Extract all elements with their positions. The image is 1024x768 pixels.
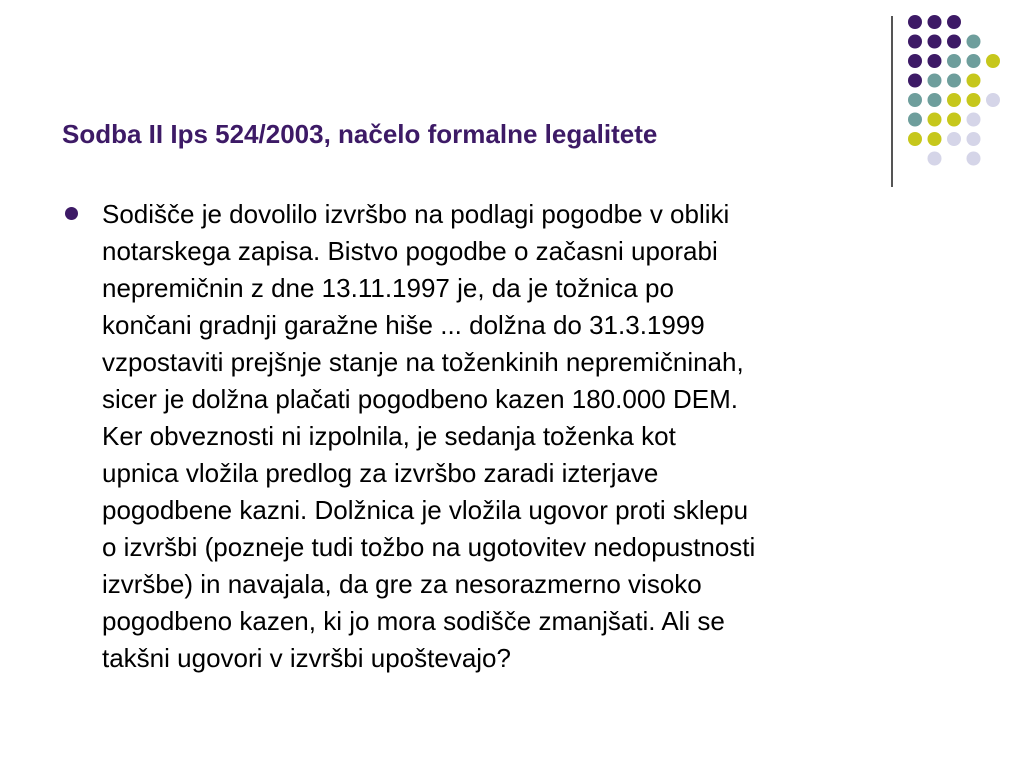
decorative-dot [947, 54, 961, 68]
vertical-divider [891, 16, 893, 187]
decorative-dot [967, 113, 981, 127]
bullet-dot-icon [65, 207, 78, 220]
decorative-dot [928, 152, 942, 166]
slide-title: Sodba II Ips 524/2003, načelo formalne legalitete [62, 119, 658, 149]
decorative-dot [967, 93, 981, 107]
decorative-dot [928, 74, 942, 88]
decorative-dot [947, 113, 961, 127]
decorative-dot [908, 54, 922, 68]
decorative-dot [947, 35, 961, 49]
decorative-dot [967, 74, 981, 88]
decorative-dot [908, 93, 922, 107]
slide-content [62, 196, 972, 677]
decorative-dot [908, 132, 922, 146]
decorative-dot [928, 132, 942, 146]
decorative-dot [947, 74, 961, 88]
decorative-dot [967, 35, 981, 49]
decorative-dot [908, 35, 922, 49]
decorative-dot [967, 132, 981, 146]
decorative-dot [967, 54, 981, 68]
decorative-dot [928, 15, 942, 29]
decorative-dot [947, 15, 961, 29]
decorative-dot [947, 93, 961, 107]
decorative-dot [967, 152, 981, 166]
decorative-dot [928, 113, 942, 127]
bullet-text: Sodišče je dovolilo izvršbo na podlagi pogodbe v obliki notarskega zapisa. Bistvo pogodbe o začasni uporabi nepremičnin z dne 13.11.1997 je, da je tožnica po končani gradnji garažne hiše ... dolžna do 31.3.1999 vzpostaviti prejšnje stanje na toženkinih nepremičninah, sicer je dolžna plačati pogodbeno kazen 180.000 DEM. Ker obveznosti ni izpolnila, je sedanja toženka kot upnica vložila predlog za izvršbo zaradi izterjave pogodbene kazni. Dolžnica je vložila ugovor proti sklepu o izvršbi (pozneje tudi tožbo na ugotovitev nedopustnosti izvršbe) in navajala, da gre za nesorazmerno visoko pogodbeno kazen, ki jo mora sodišče zmanjšati. Ali se takšni ugovori v izvršbi upoštevajo? [102, 199, 756, 673]
decorative-dot [908, 113, 922, 127]
decorative-dot [928, 93, 942, 107]
decorative-dot [928, 54, 942, 68]
bullet-item [62, 196, 972, 677]
decorative-dot [928, 35, 942, 49]
decorative-dot [908, 15, 922, 29]
decorative-dot [986, 54, 1000, 68]
decorative-dot [986, 93, 1000, 107]
decorative-dot [947, 132, 961, 146]
decorative-dot [908, 74, 922, 88]
